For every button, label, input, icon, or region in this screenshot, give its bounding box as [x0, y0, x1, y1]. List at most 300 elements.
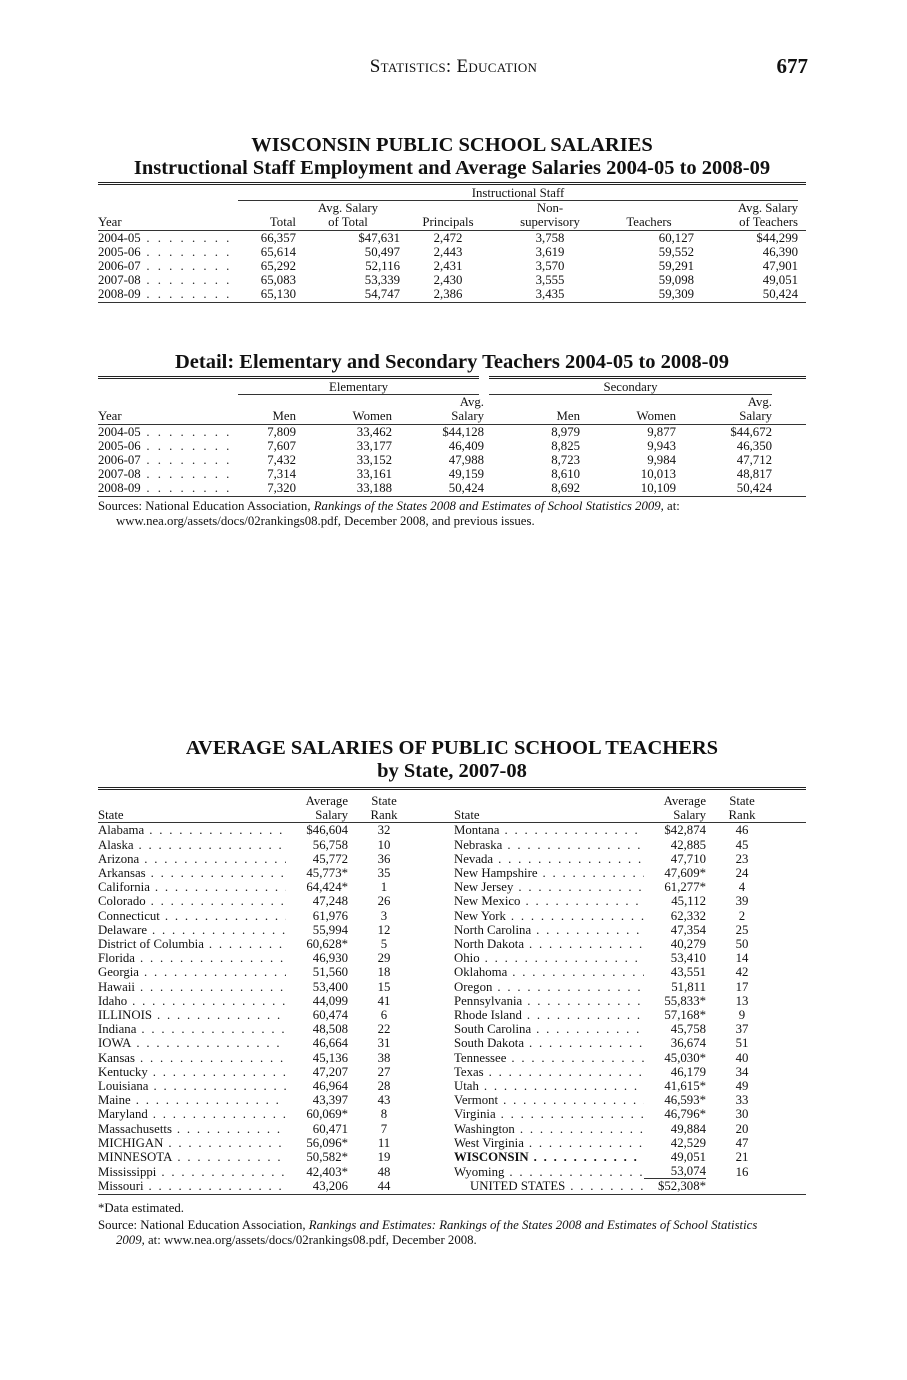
state-name: Alaska . . . [98, 838, 286, 852]
table-row [98, 273, 806, 287]
state-salary: 46,664 [312, 1036, 348, 1051]
year-cell: 2004-05 . . . . . . . . [98, 230, 232, 245]
state-name: Mississippi . . . [98, 1164, 286, 1179]
data-cell: 65,083 [260, 273, 296, 288]
table3-col-salary-right: Salary [673, 808, 706, 823]
table3-header-row-1 [98, 789, 806, 809]
state-name: Utah . . . [454, 1079, 644, 1093]
data-cell: 46,390 [762, 244, 798, 259]
table-row [98, 1136, 806, 1150]
table3-col-ranklabel-left: Rank [370, 808, 398, 823]
state-rank: 15 [377, 979, 391, 994]
table3-col-rank-left: State [371, 794, 397, 808]
state-salary: 60,471 [312, 1121, 348, 1136]
year-cell: 2007-08 . . . . . . . . [98, 273, 232, 288]
state-rank: 13 [735, 993, 749, 1008]
data-cell: 50,424 [448, 481, 484, 496]
table3-title: AVERAGE SALARIES OF PUBLIC SCHOOL TEACHERS [185, 737, 719, 759]
table2-col-sec-avg: Avg. [747, 395, 772, 410]
state-name: Tennessee . . . [454, 1051, 644, 1065]
data-cell: 50,424 [736, 481, 772, 496]
state-salary: 49,884 [670, 1121, 706, 1136]
state-name: New Jersey . . . [454, 880, 644, 894]
data-cell: 8,692 [551, 481, 580, 496]
state-name: Maine . . . [98, 1093, 286, 1107]
data-cell: 60,127 [658, 230, 694, 245]
state-name: Ohio . . . [454, 951, 644, 965]
data-cell: 65,614 [260, 244, 296, 259]
state-salary: 60,474 [312, 1008, 348, 1023]
year-cell: 2007-08 . . . . . . . . [98, 467, 232, 482]
table-row [98, 965, 806, 979]
state-rank: 12 [377, 922, 391, 937]
state-name: Kansas . . . [98, 1051, 286, 1065]
state-salary: $42,874 [664, 823, 706, 838]
state-salary: 47,609* [664, 866, 706, 881]
state-rank: 2 [738, 908, 746, 923]
state-salary: 47,248 [312, 894, 348, 909]
state-name: Delaware . . . [98, 923, 286, 937]
table-row [98, 424, 806, 439]
state-name: Arkansas . . . [98, 866, 286, 880]
data-cell: 7,607 [267, 438, 296, 453]
state-name: South Dakota . . . [454, 1036, 644, 1050]
state-salary: 46,796* [664, 1107, 706, 1122]
state-salary: 43,551 [670, 965, 706, 980]
state-rank: 47 [735, 1135, 749, 1150]
state-rank: 31 [377, 1036, 391, 1051]
state-rank: 32 [377, 823, 391, 838]
data-cell: 66,357 [260, 230, 296, 245]
table2-col-elem-women: Women [352, 409, 392, 424]
state-salary: 45,773* [306, 866, 348, 881]
state-name: Idaho . . . [98, 994, 286, 1008]
state-rank: 24 [735, 866, 749, 881]
data-cell: 8,723 [551, 453, 580, 468]
table-row [98, 1164, 806, 1179]
state-rank: 51 [735, 1036, 749, 1051]
table-row [98, 909, 806, 923]
data-cell: 49,159 [448, 467, 484, 482]
state-salary: 61,277* [664, 880, 706, 895]
data-cell: 52,116 [365, 259, 400, 274]
data-cell: 8,610 [551, 467, 580, 482]
state-salaries-section [98, 737, 806, 1248]
data-cell: 3,758 [535, 230, 565, 245]
table1-header-row-2 [98, 215, 806, 230]
state-name: Texas . . . [454, 1065, 644, 1079]
state-rank: 3 [380, 908, 388, 923]
page-number: 677 [776, 54, 808, 78]
state-name: Alabama . . . [98, 823, 286, 838]
table3-col-avg-left: Average [305, 794, 348, 808]
table-row [98, 923, 806, 937]
state-rank: 26 [377, 894, 391, 909]
state-salary: 57,168* [664, 1008, 706, 1023]
table-row [98, 439, 806, 453]
teachers-detail-section [98, 351, 806, 529]
table3-col-ranklabel-right: Rank [728, 808, 756, 823]
table1-col-principals: Principals [422, 215, 474, 230]
state-name: ILLINOIS . . . [98, 1008, 286, 1022]
data-cell: 2,386 [433, 287, 463, 302]
state-name: Indiana . . . [98, 1022, 286, 1036]
table1-col-total: Total [269, 215, 296, 230]
state-name: Hawaii . . . [98, 980, 286, 994]
state-rank: 7 [380, 1121, 388, 1136]
state-rank: 6 [380, 1008, 388, 1023]
state-salary: 40,279 [670, 937, 706, 952]
state-rank: 5 [380, 937, 388, 952]
data-cell: 3,555 [535, 273, 565, 288]
state-rank: 19 [377, 1150, 391, 1165]
table-row [98, 1179, 806, 1194]
state-name: Kentucky . . . [98, 1065, 286, 1079]
data-cell: 33,188 [356, 481, 392, 496]
state-name: Oklahoma . . . [454, 965, 644, 979]
table1-col-year: Year [98, 215, 122, 230]
state-salary: 50,582* [306, 1150, 348, 1165]
table-row [98, 467, 806, 481]
table2-sources-line2: www.nea.org/assets/docs/02rankings08.pdf, December 2008, and previous issues. [116, 513, 535, 528]
state-rank: 11 [377, 1135, 391, 1150]
table1-header-row-1 [98, 201, 806, 216]
state-name: Washington . . . [454, 1122, 644, 1136]
table-row [98, 230, 806, 245]
data-cell: 8,979 [551, 424, 580, 439]
table2-col-elem-men: Men [272, 409, 296, 424]
state-name: Missouri . . . [98, 1179, 286, 1194]
table-row [98, 937, 806, 951]
table3-body [98, 823, 806, 1194]
year-cell: 2005-06 . . . . . . . . [98, 244, 232, 259]
state-name: District of Columbia . . . [98, 937, 286, 951]
state-salary: 42,529 [670, 1135, 706, 1150]
table-row [98, 1051, 806, 1065]
state-rank: 34 [735, 1064, 749, 1079]
data-cell: $44,672 [730, 424, 772, 439]
state-rank: 42 [735, 965, 749, 980]
state-name: Nebraska . . . [454, 838, 644, 852]
data-cell: 2,431 [433, 259, 463, 274]
state-name: Connecticut . . . [98, 909, 286, 923]
state-name: New Hampshire . . . [454, 866, 644, 880]
state-rank: 37 [735, 1022, 749, 1037]
data-cell: 33,152 [356, 453, 392, 468]
table2-col-sec-salary: Salary [739, 409, 772, 424]
table-row [98, 852, 806, 866]
data-cell: 49,051 [762, 273, 798, 288]
table2-sources: Sources: National Education Association, Rankings of the States 2008 and Estimates of School Statistics 2009, at: www.nea.org/assets/docs/02rankings08.pdf, December 2008, and previous issues. [98, 499, 806, 529]
data-cell: 47,901 [762, 259, 798, 274]
table3-header-row-2 [98, 808, 806, 823]
table-row [98, 866, 806, 880]
table3-note: *Data estimated. [98, 1200, 184, 1215]
state-rank: 25 [735, 922, 749, 937]
data-cell: 7,314 [267, 467, 296, 482]
wisconsin-salaries-section [98, 134, 806, 303]
table1-col-avg-teachers: Avg. Salary [737, 201, 798, 216]
data-cell: 2,443 [433, 244, 463, 259]
state-rank: 4 [738, 880, 746, 895]
state-rank: 49 [735, 1079, 749, 1094]
data-cell: 53,339 [364, 273, 400, 288]
table2-col-sec-men: Men [556, 409, 580, 424]
table-row [98, 880, 806, 894]
data-cell: 10,013 [640, 467, 676, 482]
data-cell: 46,350 [736, 438, 772, 453]
data-cell: 59,291 [658, 259, 694, 274]
state-name: Nevada . . . [454, 852, 644, 866]
state-rank: 33 [735, 1093, 749, 1108]
table3-col-state-left: State [98, 808, 124, 823]
year-cell: 2006-07 . . . . . . . . [98, 453, 232, 468]
state-name: Oregon . . . [454, 980, 644, 994]
state-name: Arizona . . . [98, 852, 286, 866]
table2 [98, 376, 806, 497]
data-cell: 59,309 [658, 287, 694, 302]
state-salary: 61,976 [312, 908, 348, 923]
state-rank: 36 [377, 851, 391, 866]
table1-col-of-teachers: of Teachers [739, 215, 798, 230]
table3-sources: Source: National Education Association, Rankings and Estimates: Rankings of the States 2008 and Estimates of School Statistics 2009, at: www.nea.org/assets/docs/02rankings08.pdf, December 2008. [98, 1217, 758, 1247]
state-salary: 60,069* [306, 1107, 348, 1122]
table-row [98, 1150, 806, 1164]
state-name: Vermont . . . [454, 1093, 644, 1107]
table-row [98, 980, 806, 994]
data-cell: 7,432 [267, 453, 296, 468]
data-cell: 3,619 [535, 244, 565, 259]
us-total-salary: $52,308* [658, 1179, 706, 1194]
table2-header-row-2 [98, 409, 806, 424]
state-salary: 43,397 [312, 1093, 348, 1108]
table1-col-supervisory: supervisory [520, 215, 580, 230]
state-salary: 45,772 [312, 851, 348, 866]
running-head: Statistics: Education [369, 56, 538, 77]
state-rank: 18 [377, 965, 391, 980]
state-name: Louisiana . . . [98, 1079, 286, 1093]
state-salary: 36,674 [670, 1036, 706, 1051]
table1-col-of-total: of Total [328, 215, 368, 230]
state-salary: 51,811 [671, 979, 706, 994]
table-row [98, 1107, 806, 1121]
state-salary: 45,030* [664, 1050, 706, 1065]
state-salary: 46,593* [664, 1093, 706, 1108]
data-cell: 65,130 [260, 287, 296, 302]
state-rank: 30 [735, 1107, 749, 1122]
state-salary: 56,096* [306, 1135, 348, 1150]
table-row [98, 1008, 806, 1022]
table3 [98, 787, 806, 1195]
table2-group-secondary: Secondary [484, 378, 772, 395]
state-salary: 46,964 [312, 1079, 348, 1094]
state-name: Montana . . . [454, 823, 644, 838]
state-rank: 16 [735, 1164, 749, 1179]
state-salary: 47,710 [670, 851, 706, 866]
table1-col-avg-salary: Avg. Salary [317, 201, 379, 216]
table-row [98, 894, 806, 908]
data-cell: 65,292 [260, 259, 296, 274]
state-rank: 28 [377, 1079, 391, 1094]
state-salary: 51,560 [312, 965, 348, 980]
table1-subtitle: Instructional Staff Employment and Average Salaries 2004-05 to 2008-09 [133, 157, 771, 179]
table2-title: Detail: Elementary and Secondary Teachers 2004-05 to 2008-09 [174, 351, 730, 373]
state-rank: 44 [377, 1179, 391, 1194]
year-cell: 2005-06 . . . . . . . . [98, 438, 232, 453]
table-row [98, 823, 806, 838]
state-name: Massachusetts . . . [98, 1122, 286, 1136]
state-name: Wyoming . . . [454, 1164, 644, 1179]
table2-col-sec-women: Women [636, 409, 676, 424]
table3-subtitle: by State, 2007-08 [377, 760, 527, 782]
state-salary: $46,604 [306, 823, 348, 838]
state-rank: 1 [380, 880, 388, 895]
state-salary: 41,615* [664, 1079, 706, 1094]
state-salary: 53,410 [670, 951, 706, 966]
state-rank: 41 [377, 993, 391, 1008]
table1-col-nonsup: Non- [536, 201, 564, 216]
state-salary: 45,112 [671, 894, 706, 909]
data-cell: 47,988 [448, 453, 484, 468]
state-rank: 27 [377, 1064, 391, 1079]
state-name: Virginia . . . [454, 1107, 644, 1121]
state-rank: 35 [377, 866, 391, 881]
state-rank: 48 [377, 1164, 391, 1179]
table-row [98, 1065, 806, 1079]
state-rank: 43 [377, 1093, 391, 1108]
table3-col-state-right: State [454, 808, 480, 823]
data-cell: 7,809 [267, 424, 296, 439]
page-header [0, 56, 907, 80]
data-cell: 33,161 [356, 467, 392, 482]
state-name: Colorado . . . [98, 894, 286, 908]
state-salary: 47,207 [312, 1064, 348, 1079]
table3-col-salary-left: Salary [315, 808, 348, 823]
state-name: Florida . . . [98, 951, 286, 965]
state-rank: 8 [380, 1107, 388, 1122]
data-cell: 10,109 [640, 481, 676, 496]
state-rank: 39 [735, 894, 749, 909]
table-row [98, 259, 806, 273]
state-salary: 45,136 [312, 1050, 348, 1065]
state-name: California . . . [98, 880, 286, 894]
state-name: South Carolina . . . [454, 1022, 644, 1036]
data-cell: 48,817 [736, 467, 772, 482]
state-salary: 56,758 [312, 837, 348, 852]
state-salary: 48,508 [312, 1022, 348, 1037]
state-rank: 29 [377, 951, 391, 966]
data-cell: 47,712 [736, 453, 772, 468]
data-cell: $44,128 [442, 424, 484, 439]
data-cell: 9,984 [647, 453, 676, 468]
year-cell: 2006-07 . . . . . . . . [98, 259, 232, 274]
table-row [98, 951, 806, 965]
data-cell: 3,570 [535, 259, 565, 274]
table-row [98, 1022, 806, 1036]
state-rank: 10 [377, 837, 391, 852]
state-name: MICHIGAN . . . [98, 1136, 286, 1150]
table-row [98, 994, 806, 1008]
state-salary: 53,074 [644, 1164, 706, 1179]
state-name: West Virginia . . . [454, 1136, 644, 1150]
state-rank: 14 [735, 951, 749, 966]
state-name: Rhode Island . . . [454, 1008, 644, 1022]
state-name: Pennsylvania . . . [454, 994, 644, 1008]
year-cell: 2008-09 . . . . . . . . [98, 287, 232, 302]
state-rank: 22 [377, 1022, 391, 1037]
state-salary: 42,403* [306, 1164, 348, 1179]
table2-header-row-1 [98, 395, 806, 410]
table1-col-teachers: Teachers [626, 215, 672, 230]
state-name: New Mexico . . . [454, 894, 644, 908]
state-salary: 60,628* [306, 937, 348, 952]
table-row [98, 1079, 806, 1093]
table3-col-rank-right: State [729, 794, 755, 808]
state-salary: 53,400 [312, 979, 348, 994]
table-row [98, 453, 806, 467]
state-salary: 42,885 [670, 837, 706, 852]
state-salary: 45,758 [670, 1022, 706, 1037]
data-cell: 8,825 [551, 438, 580, 453]
state-name: North Carolina . . . [454, 923, 644, 937]
data-cell: 59,552 [658, 244, 694, 259]
data-cell: 33,462 [356, 424, 392, 439]
state-rank: 9 [738, 1008, 746, 1023]
data-cell: $44,299 [756, 230, 798, 245]
table1-title: WISCONSIN PUBLIC SCHOOL SALARIES [251, 134, 653, 156]
state-name: MINNESOTA . . . [98, 1150, 286, 1164]
table3-col-avg-right: Average [663, 794, 706, 808]
table1-group-header: Instructional Staff [238, 184, 798, 201]
data-cell: 50,497 [364, 244, 400, 259]
table-row [98, 1093, 806, 1107]
data-cell: $47,631 [358, 230, 400, 245]
state-salary: 46,930 [312, 951, 348, 966]
table-row [98, 1122, 806, 1136]
table2-body [98, 424, 806, 496]
table2-col-elem-salary: Salary [451, 409, 484, 424]
state-rank: 45 [735, 837, 749, 852]
data-cell: 33,177 [356, 438, 392, 453]
data-cell: 9,877 [647, 424, 676, 439]
state-salary: 62,332 [670, 908, 706, 923]
table1 [98, 182, 806, 303]
state-name: IOWA . . . [98, 1036, 286, 1050]
data-cell: 3,435 [535, 287, 565, 302]
state-salary: 64,424* [306, 880, 348, 895]
state-salary: 55,994 [312, 922, 348, 937]
data-cell: 50,424 [762, 287, 798, 302]
state-rank: 17 [735, 979, 749, 994]
data-cell: 59,098 [658, 273, 694, 288]
year-cell: 2008-09 . . . . . . . . [98, 481, 232, 496]
table-row [98, 481, 806, 496]
us-total-label: UNITED STATES . . . [454, 1179, 644, 1194]
state-name: WISCONSIN . . . [454, 1150, 644, 1164]
table1-body [98, 230, 806, 302]
state-salary: 44,099 [312, 993, 348, 1008]
table2-col-year: Year [98, 409, 122, 424]
data-cell: 46,409 [448, 438, 484, 453]
state-salary: 49,051 [670, 1150, 706, 1165]
state-name: Georgia . . . [98, 965, 286, 979]
table-row [98, 1036, 806, 1050]
state-rank: 40 [735, 1050, 749, 1065]
data-cell: 54,747 [364, 287, 400, 302]
state-rank: 20 [735, 1121, 749, 1136]
data-cell: 2,472 [433, 230, 463, 245]
state-salary: 47,354 [670, 922, 706, 937]
